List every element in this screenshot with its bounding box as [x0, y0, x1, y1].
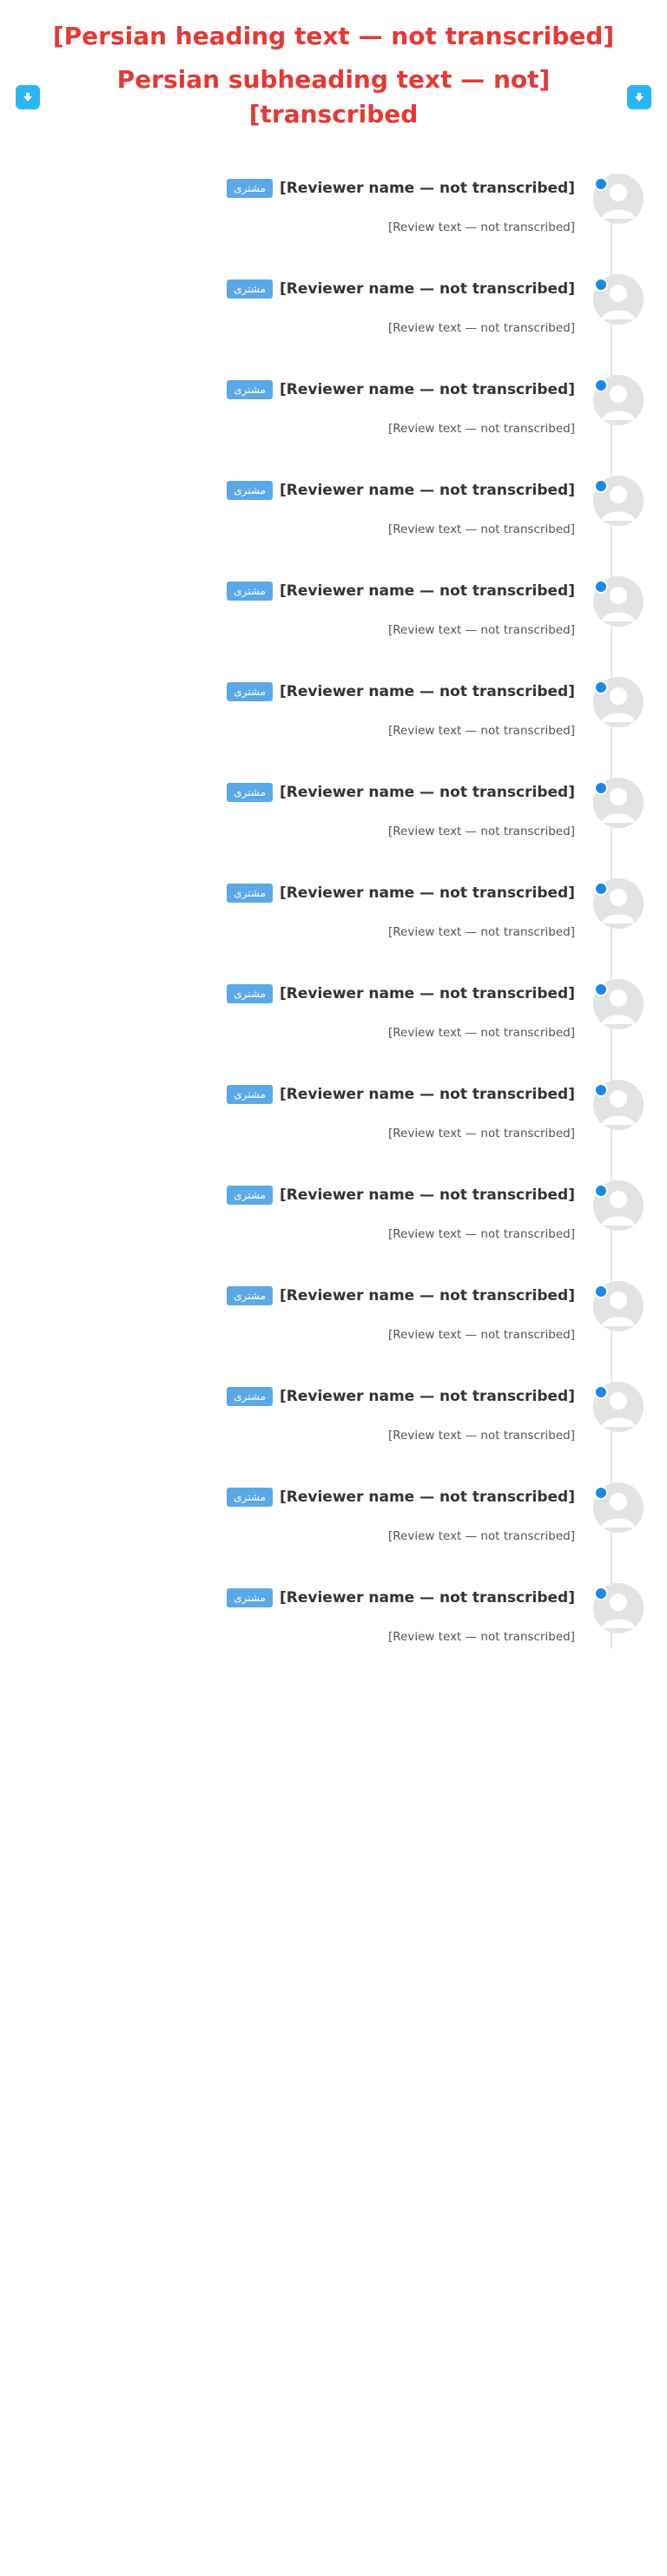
status-dot-icon: [594, 378, 608, 392]
review-content: [16, 1080, 585, 1146]
review-item: [16, 1281, 651, 1347]
customer-badge: مشتری: [227, 179, 273, 198]
review-header: [16, 174, 575, 203]
review-text: [Review text — not transcribed]: [387, 724, 575, 738]
review-text: [Review text — not transcribed]: [387, 522, 575, 536]
review-item: [16, 979, 651, 1045]
review-avatar-wrap: [585, 576, 651, 627]
review-header: [16, 274, 575, 304]
customer-badge: مشتری: [227, 1387, 273, 1406]
review-avatar-wrap: [585, 878, 651, 929]
review-item: [16, 375, 651, 441]
status-dot-icon: [594, 680, 608, 694]
reviewer-name: [Reviewer name — not transcribed]: [280, 482, 575, 499]
review-avatar-wrap: [585, 174, 651, 224]
reviewer-name: [Reviewer name — not transcribed]: [280, 683, 575, 700]
review-item: [16, 778, 651, 844]
review-content: [16, 1583, 585, 1649]
reviewer-name: [Reviewer name — not transcribed]: [280, 381, 575, 398]
reviewer-name: [Reviewer name — not transcribed]: [280, 1589, 575, 1607]
reviewer-name: [Reviewer name — not transcribed]: [280, 784, 575, 801]
review-content: [16, 476, 585, 542]
review-text: [Review text — not transcribed]: [387, 1026, 575, 1040]
reviewer-name: [Reviewer name — not transcribed]: [280, 985, 575, 1002]
review-item: [16, 274, 651, 340]
review-header: [16, 979, 575, 1009]
review-avatar-wrap: [585, 677, 651, 727]
review-content: [16, 174, 585, 240]
customer-badge: مشتری: [227, 380, 273, 399]
reviewer-name: [Reviewer name — not transcribed]: [280, 280, 575, 298]
customer-badge: مشتری: [227, 1186, 273, 1205]
status-dot-icon: [594, 479, 608, 493]
customer-badge: مشتری: [227, 884, 273, 903]
reviewer-name: [Reviewer name — not transcribed]: [280, 884, 575, 902]
status-dot-icon: [594, 580, 608, 594]
arrow-down-icon: [627, 85, 651, 109]
review-item: [16, 174, 651, 240]
status-dot-icon: [594, 1385, 608, 1399]
review-item: [16, 476, 651, 542]
review-header: [16, 1482, 575, 1512]
customer-badge: مشتری: [227, 682, 273, 701]
review-header: [16, 576, 575, 606]
review-text: [Review text — not transcribed]: [387, 321, 575, 335]
customer-badge: مشتری: [227, 783, 273, 802]
review-content: [16, 1482, 585, 1548]
status-dot-icon: [594, 1285, 608, 1298]
review-text: [Review text — not transcribed]: [387, 1328, 575, 1342]
review-header: [16, 778, 575, 807]
customer-badge: مشتری: [227, 582, 273, 601]
review-avatar-wrap: [585, 1382, 651, 1432]
reviewer-name: [Reviewer name — not transcribed]: [280, 1086, 575, 1103]
customer-badge: مشتری: [227, 1588, 273, 1607]
page-subtitle: [16, 62, 651, 132]
reviewer-name: [Reviewer name — not transcribed]: [280, 1488, 575, 1506]
review-text: [Review text — not transcribed]: [387, 422, 575, 436]
review-header: [16, 1080, 575, 1109]
review-avatar-wrap: [585, 476, 651, 526]
review-content: [16, 274, 585, 340]
customer-badge: مشتری: [227, 481, 273, 500]
customer-badge: مشتری: [227, 984, 273, 1003]
review-content: [16, 375, 585, 441]
review-item: [16, 1482, 651, 1548]
status-dot-icon: [594, 1184, 608, 1198]
review-header: [16, 1583, 575, 1613]
review-content: [16, 1180, 585, 1246]
review-header: [16, 677, 575, 706]
review-content: [16, 677, 585, 743]
review-header: [16, 1382, 575, 1411]
review-item: [16, 1080, 651, 1146]
status-dot-icon: [594, 278, 608, 292]
review-content: [16, 1382, 585, 1448]
review-content: [16, 576, 585, 642]
review-content: [16, 1281, 585, 1347]
review-timeline: [16, 174, 651, 1649]
review-text: [Review text — not transcribed]: [387, 1529, 575, 1543]
reviewer-name: [Reviewer name — not transcribed]: [280, 180, 575, 197]
customer-badge: مشتری: [227, 1085, 273, 1104]
review-text: [Review text — not transcribed]: [387, 1630, 575, 1644]
reviewer-name: [Reviewer name — not transcribed]: [280, 1388, 575, 1405]
status-dot-icon: [594, 1083, 608, 1097]
page-subtitle-text: [Persian subheading text — not transcribed]: [116, 65, 551, 128]
review-content: [16, 979, 585, 1045]
review-header: [16, 1180, 575, 1210]
status-dot-icon: [594, 1486, 608, 1500]
review-avatar-wrap: [585, 1080, 651, 1130]
review-avatar-wrap: [585, 979, 651, 1029]
page-title: [Persian heading text — not transcribed]: [52, 22, 615, 50]
review-text: [Review text — not transcribed]: [387, 1227, 575, 1241]
review-item: [16, 1180, 651, 1246]
review-text: [Review text — not transcribed]: [387, 825, 575, 838]
arrow-down-icon: [16, 85, 40, 109]
customer-badge: مشتری: [227, 279, 273, 299]
review-text: [Review text — not transcribed]: [387, 1429, 575, 1442]
review-avatar-wrap: [585, 375, 651, 425]
review-text: [Review text — not transcribed]: [387, 1127, 575, 1140]
review-header: [16, 878, 575, 908]
status-dot-icon: [594, 177, 608, 191]
status-dot-icon: [594, 1587, 608, 1600]
review-avatar-wrap: [585, 274, 651, 325]
review-avatar-wrap: [585, 778, 651, 828]
review-item: [16, 1382, 651, 1448]
review-header: [16, 1281, 575, 1311]
reviewer-name: [Reviewer name — not transcribed]: [280, 1186, 575, 1204]
status-dot-icon: [594, 882, 608, 896]
reviewer-name: [Reviewer name — not transcribed]: [280, 1287, 575, 1304]
reviewer-name: [Reviewer name — not transcribed]: [280, 582, 575, 600]
customer-badge: مشتری: [227, 1286, 273, 1305]
review-header: [16, 476, 575, 505]
review-content: [16, 878, 585, 944]
review-item: [16, 576, 651, 642]
review-content: [16, 778, 585, 844]
review-item: [16, 1583, 651, 1649]
review-avatar-wrap: [585, 1583, 651, 1633]
review-avatar-wrap: [585, 1281, 651, 1331]
review-avatar-wrap: [585, 1482, 651, 1533]
status-dot-icon: [594, 781, 608, 795]
review-header: [16, 375, 575, 404]
review-avatar-wrap: [585, 1180, 651, 1231]
review-text: [Review text — not transcribed]: [387, 623, 575, 637]
review-text: [Review text — not transcribed]: [387, 220, 575, 234]
review-item: [16, 677, 651, 743]
review-item: [16, 878, 651, 944]
status-dot-icon: [594, 982, 608, 996]
review-text: [Review text — not transcribed]: [387, 925, 575, 939]
customer-badge: مشتری: [227, 1488, 273, 1507]
